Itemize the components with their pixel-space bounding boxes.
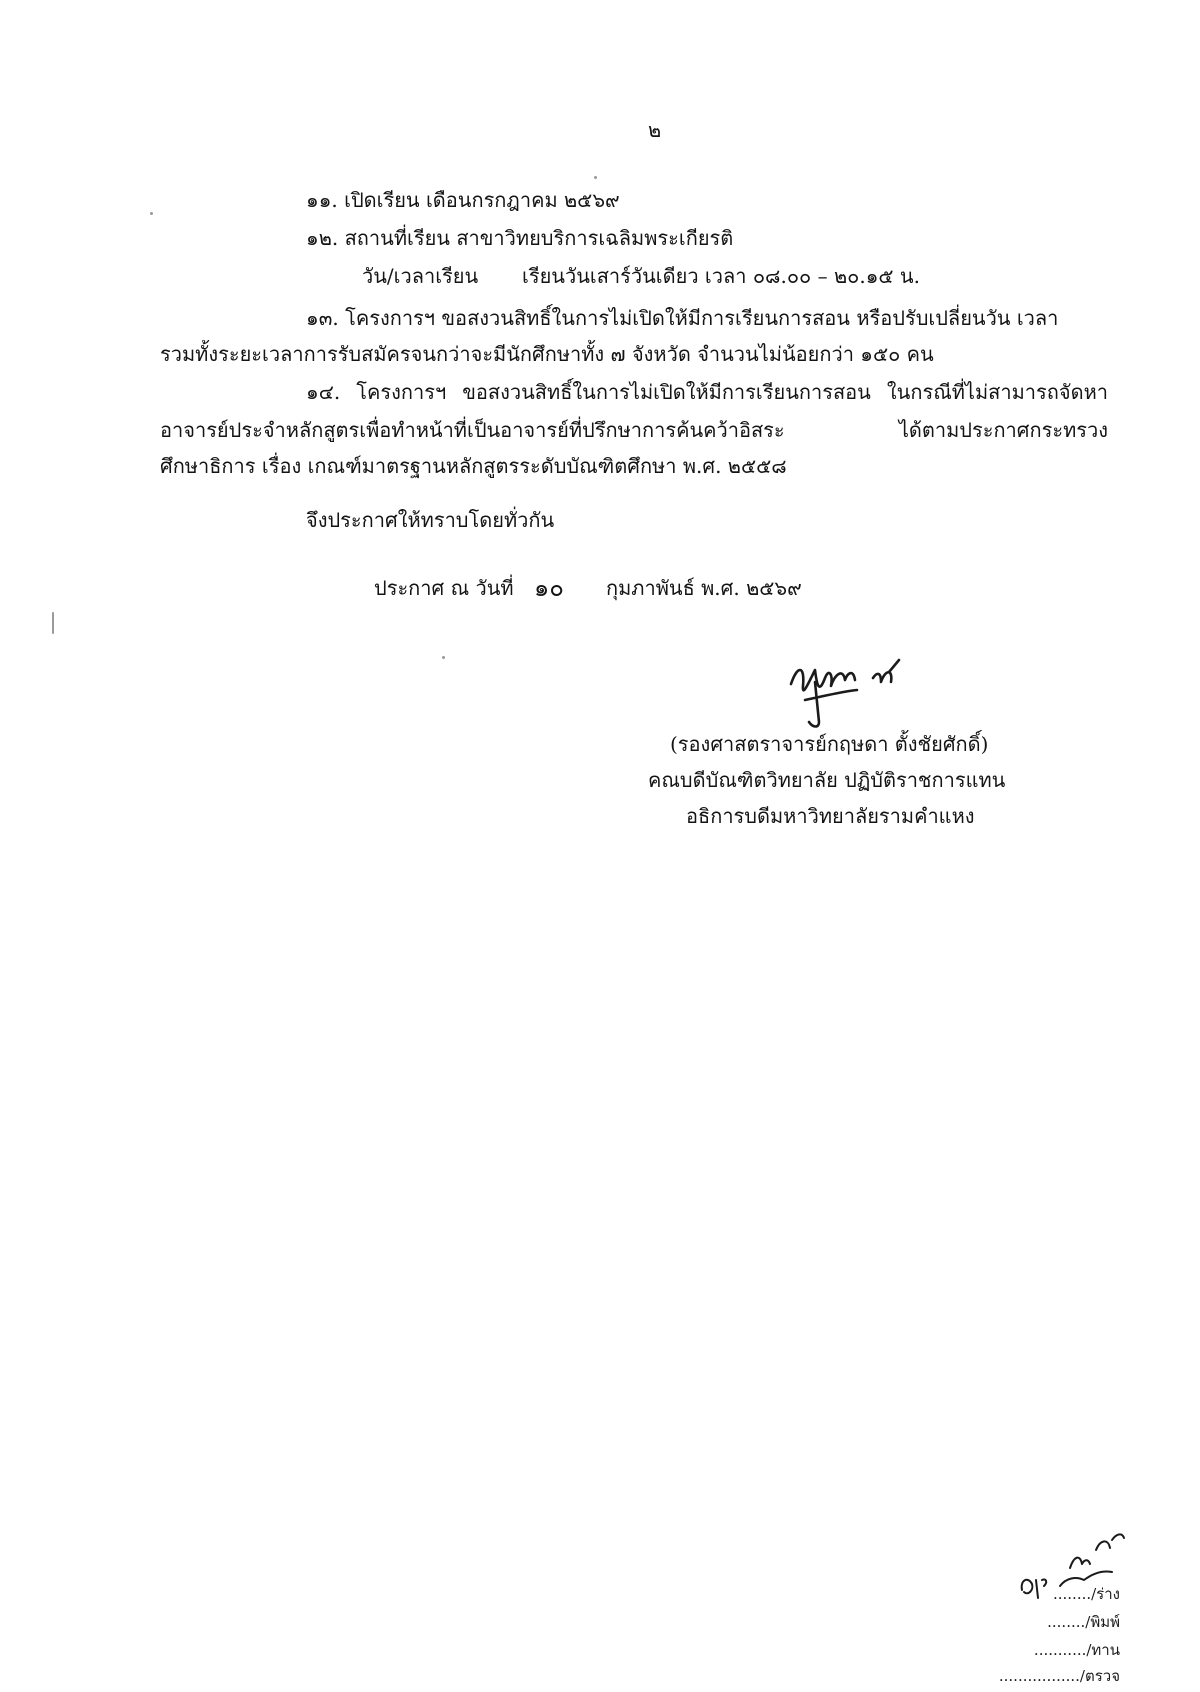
signer-position-line-2: อธิการบดีมหาวิทยาลัยรามคำแหง <box>686 804 975 828</box>
item-14-line-1: ๑๔. โครงการฯ ขอสงวนสิทธิ์ในการไม่เปิดให้มีการเรียนการสอน ในกรณีที่ไม่สามารถจัดหา <box>306 380 1108 404</box>
item-14-line-3: ศึกษาธิการ เรื่อง เกณฑ์มาตรฐานหลักสูตรระดับบัณฑิตศึกษา พ.ศ. ๒๕๕๘ <box>160 454 787 478</box>
item-14-line-2: อาจารย์ประจำหลักสูตรเพื่อทำหน้าที่เป็นอาจารย์ที่ปรึกษาการค้นคว้าอิสระ ได้ตามประกาศกระทรวง <box>160 418 1108 442</box>
item-11-opening-date: ๑๑. เปิดเรียน เดือนกรกฎาคม ๒๕๖๙ <box>306 188 620 212</box>
item-13-line-2: รวมทั้งระยะเวลาการรับสมัครจนกว่าจะมีนักศึกษาทั้ง ๗ จังหวัด จำนวนไม่น้อยกว่า ๑๕๐ คน <box>160 342 934 366</box>
item-12-time-detail: เรียนวันเสาร์วันเดียว เวลา ๐๘.๐๐ – ๒๐.๑๕ น. <box>522 264 920 288</box>
announcement-date-prefix: ประกาศ ณ วันที่ <box>374 576 514 600</box>
signer-position-line-1: คณบดีบัณฑิตวิทยาลัย ปฏิบัติราชการแทน <box>648 768 1006 792</box>
closing-statement: จึงประกาศให้ทราบโดยทั่วกัน <box>306 508 555 532</box>
page-number: ๒ <box>648 118 662 142</box>
tracking-typed: ......../พิมพ์ <box>1047 1613 1120 1631</box>
signature-mark <box>785 652 935 732</box>
signer-name: (รองศาสตราจารย์กฤษดา ตั้งชัยศักดิ์) <box>670 732 989 756</box>
item-13-line-1: ๑๓. โครงการฯ ขอสงวนสิทธิ์ในการไม่เปิดให้มีการเรียนการสอน หรือปรับเปลี่ยนวัน เวลา <box>306 306 1059 330</box>
scan-speck <box>594 176 597 179</box>
scan-speck <box>442 656 445 659</box>
announcement-date-day: ๑๐ <box>534 574 564 602</box>
tracking-proofed: .........../ทาน <box>1033 1641 1120 1659</box>
tracking-draft: ......../ร่าง <box>1052 1585 1120 1603</box>
item-12-time-label: วัน/เวลาเรียน <box>362 264 479 288</box>
item-12-study-location: ๑๒. สถานที่เรียน สาขาวิทยบริการเฉลิมพระเกียรติ <box>306 226 734 250</box>
tracking-checked: ................./ตรวจ <box>998 1667 1120 1685</box>
announcement-date-month-year: กุมภาพันธ์ พ.ศ. ๒๕๖๙ <box>606 576 802 600</box>
scan-mark <box>52 612 54 634</box>
scan-speck <box>150 212 153 215</box>
